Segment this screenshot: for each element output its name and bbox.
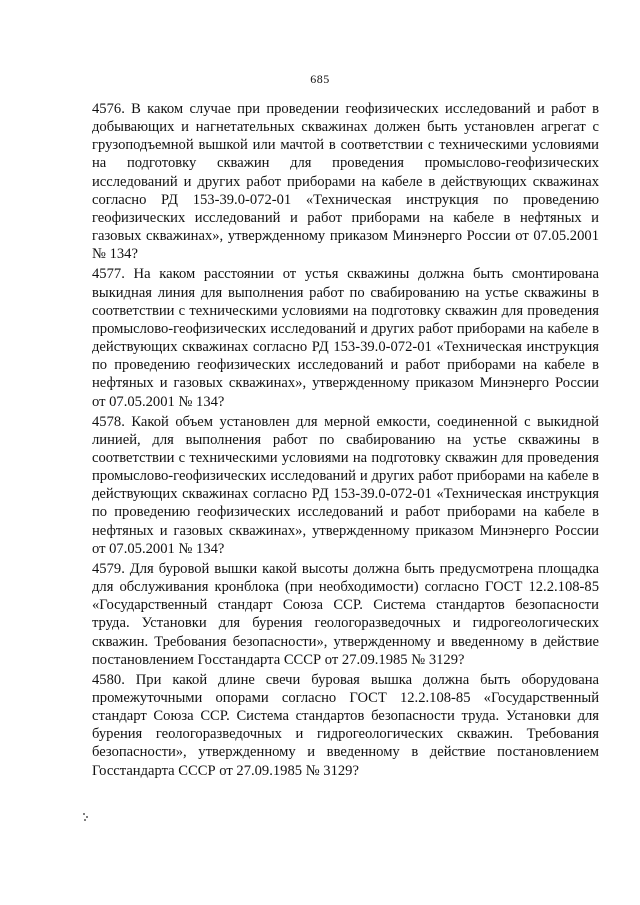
question-4577: 4577. На каком расстоянии от устья скважины должна быть смонтирована выкидная линия для выполнения работ по свабированию на устье скважины в соответствии с техническими условиями на подготовку скважин для проведения промыслово-геофизических исследований и других работ приборами на кабеле в действующих скважинах согласно РД 153-39.0-072-01 «Техническая инструкция по проведению геофизических исследований и работ приборами на кабеле в нефтяных и газовых скважинах», утвержденному приказом Минэнерго России от 07.05.2001 № 134?: [92, 266, 599, 410]
scan-speck: [83, 813, 89, 821]
page-number: 685: [310, 72, 330, 86]
question-list: [92, 100, 599, 780]
question-4579: 4579. Для буровой вышки какой высоты должна быть предусмотрена площадка для обслуживания кронблока (при необходимости) согласно ГОСТ 12.2.108-85 «Государственный стандарт Союза ССР. Система стандартов безопасности труда. Установки для бурения геологоразведочных и гидрогеологических скважин. Требования безопасности», утвержденному и введенному в действие постановлением Госстандарта СССР от 27.09.1985 № 3129?: [92, 560, 599, 668]
question-4576: 4576. В каком случае при проведении геофизических исследований и работ в добывающих и нагнетательных скважинах должен быть установлен агрегат с грузоподъемной вышкой или мачтой в соответствии с техническими условиями на подготовку скважин для проведения промыслово-геофизических исследований и других работ приборами на кабеле в действующих скважинах согласно РД 153-39.0-072-01 «Техническая инструкция по проведению геофизических исследований и работ приборами на кабеле в нефтяных и газовых скважинах», утвержденному приказом Минэнерго России от 07.05.2001 № 134?: [92, 101, 599, 263]
question-4580: 4580. При какой длине свечи буровая вышка должна быть оборудована промежуточными опорами согласно ГОСТ 12.2.108-85 «Государственный стандарт Союза ССР. Система стандартов безопасности труда. Установки для бурения геологоразведочных и гидрогеологических скважин. Требования безопасности», утвержденному и введенному в действие постановлением Госстандарта СССР от 27.09.1985 № 3129?: [92, 671, 599, 779]
question-4578: 4578. Какой объем установлен для мерной емкости, соединенной с выкидной линией, для выполнения работ по свабированию на устье скважины в соответствии с техническими условиями на подготовку скважин для проведения промыслово-геофизических исследований и других работ приборами на кабеле в действующих скважинах согласно РД 153-39.0-072-01 «Техническая инструкция по проведению геофизических исследований и работ приборами на кабеле в нефтяных и газовых скважинах», утвержденному приказом Минэнерго России от 07.05.2001 № 134?: [92, 413, 599, 557]
